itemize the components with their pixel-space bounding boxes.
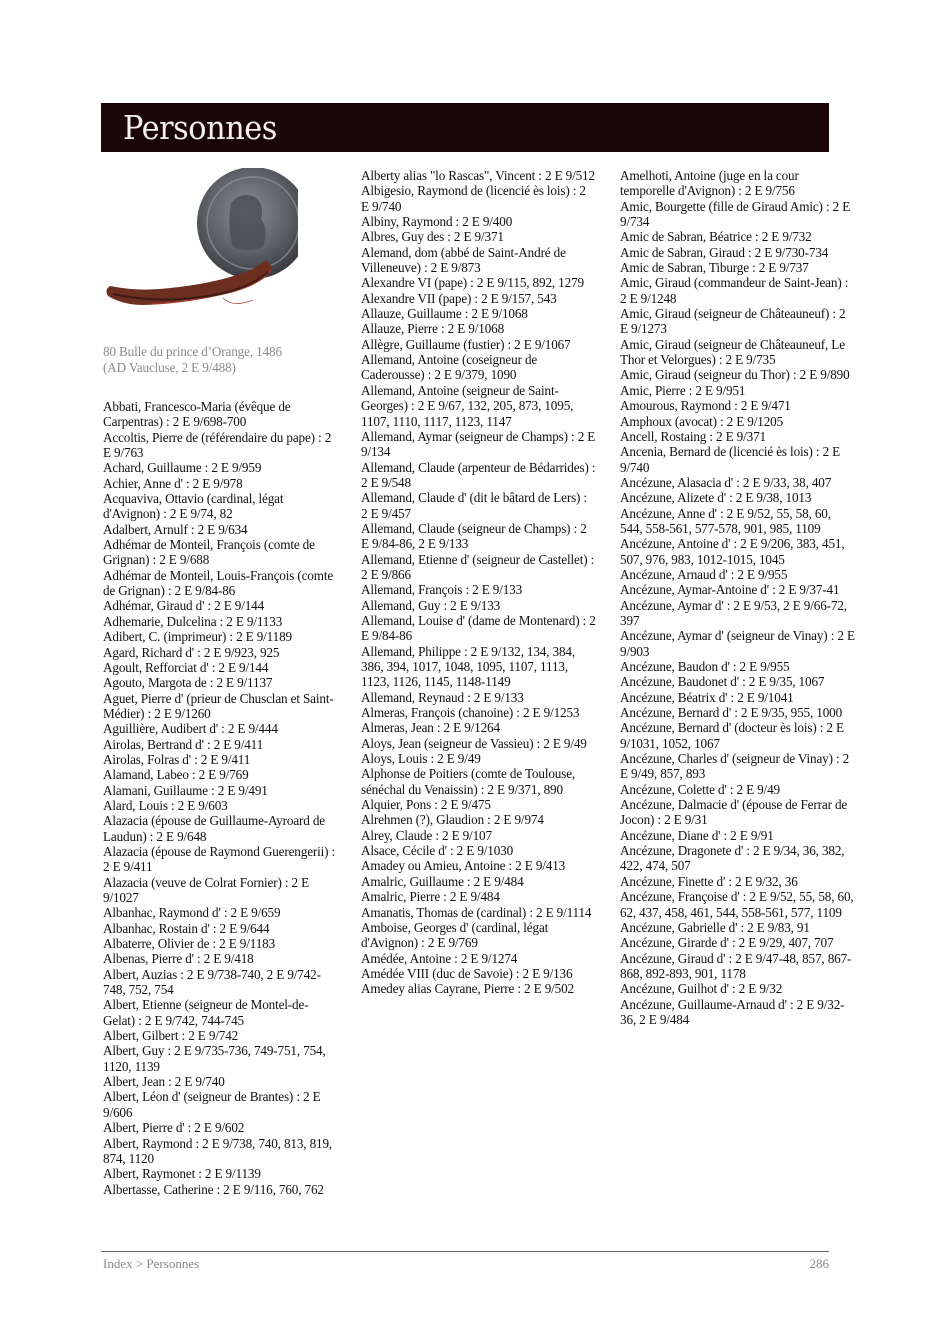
index-entry: Ancézune, Alasacia d' : 2 E 9/33, 38, 407	[620, 474, 832, 490]
index-entry: Ancézune, Aymar d' (seigneur de Vinay) : 2 E 9/903	[620, 628, 855, 659]
index-entry: Accoltis, Pierre de (référendaire du pape) : 2 E 9/763	[103, 429, 332, 461]
index-entry: Amic de Sabran, Tiburge : 2 E 9/737	[620, 260, 809, 276]
index-entry: Allemand, Philippe : 2 E 9/132, 134, 384, 386, 394, 1017, 1048, 1095, 1107, 1113, 1123, 1126, 1145, 1148-1149	[361, 643, 575, 690]
index-entry: Amedey alias Cayrane, Pierre : 2 E 9/502	[361, 981, 574, 997]
index-entry: Almeras, François (chanoine) : 2 E 9/1253	[361, 705, 580, 721]
index-entry: Alazacia (épouse de Guillaume-Ayroard de Laudun) : 2 E 9/648	[103, 813, 325, 844]
index-entry: Amalric, Pierre : 2 E 9/484	[361, 889, 500, 905]
index-entry: Ancézune, Béatrix d' : 2 E 9/1041	[620, 689, 794, 705]
index-entry: Adhémar, Giraud d' : 2 E 9/144	[103, 598, 265, 614]
index-entry: Albert, Pierre d' : 2 E 9/602	[103, 1120, 245, 1136]
index-entry: Alexandre VII (pape) : 2 E 9/157, 543	[361, 290, 557, 306]
index-entry: Agard, Richard d' : 2 E 9/923, 925	[103, 644, 280, 660]
index-entry: Albenas, Pierre d' : 2 E 9/418	[103, 951, 254, 967]
index-entry: Ancézune, Anne d' : 2 E 9/52, 55, 58, 60, 544, 558-561, 577-578, 901, 985, 1109	[620, 505, 831, 536]
index-column-2	[361, 168, 596, 997]
index-entry: Alamani, Guillaume : 2 E 9/491	[103, 782, 268, 798]
index-entry: Allemand, François : 2 E 9/133	[361, 582, 523, 598]
index-entry: Ancézune, Charles d' (seigneur de Vinay) : 2 E 9/49, 857, 893	[620, 751, 850, 782]
page-number: 286	[809, 1256, 829, 1271]
index-entry: Ancell, Rostaing : 2 E 9/371	[620, 428, 766, 444]
index-entry: Amic, Giraud (seigneur du Thor) : 2 E 9/890	[620, 367, 850, 383]
index-entry: Amanatis, Thomas de (cardinal) : 2 E 9/1114	[361, 904, 592, 920]
seal-icon	[103, 168, 298, 318]
entry-list	[361, 168, 596, 997]
index-entry: Allauze, Pierre : 2 E 9/1068	[361, 321, 505, 337]
index-entry: Ancézune, Baudon d' : 2 E 9/955	[620, 659, 790, 674]
index-entry: Ancenia, Bernard de (licencié ès lois) : 2 E 9/740	[620, 444, 841, 475]
index-entry: Amic de Sabran, Giraud : 2 E 9/730-734	[620, 244, 829, 260]
index-column-3	[620, 168, 855, 1027]
index-entry: Adhemarie, Dulcelina : 2 E 9/1133	[103, 613, 283, 629]
index-entry: Ancézune, Bernard d' : 2 E 9/35, 955, 1000	[620, 705, 843, 721]
index-entry: Agouto, Margota de : 2 E 9/1137	[103, 675, 273, 691]
index-entry: Ancézune, Dragonete d' : 2 E 9/34, 36, 382, 422, 474, 507	[620, 843, 845, 874]
index-entry: Adhémar de Monteil, Louis-François (comte de Grignan) : 2 E 9/84-86	[103, 567, 334, 599]
index-entry: Albert, Jean : 2 E 9/740	[103, 1074, 225, 1090]
index-entry: Allègre, Guillaume (fustier) : 2 E 9/1067	[361, 336, 571, 352]
section-title: Personnes	[123, 108, 277, 147]
index-entry: Albert, Gilbert : 2 E 9/742	[103, 1028, 239, 1044]
index-entry: Ancézune, Gabrielle d' : 2 E 9/83, 91	[620, 919, 810, 935]
index-entry: Alamand, Labeo : 2 E 9/769	[103, 767, 249, 783]
index-entry: Ancézune, Aymar d' : 2 E 9/53, 2 E 9/66-72, 397	[620, 597, 847, 628]
index-entry: Ancézune, Alizete d' : 2 E 9/38, 1013	[620, 490, 812, 506]
index-entry: Airolas, Folras d' : 2 E 9/411	[103, 751, 251, 767]
index-entry: Adalbert, Arnulf : 2 E 9/634	[103, 521, 248, 537]
index-entry: Allauze, Guillaume : 2 E 9/1068	[361, 306, 528, 322]
index-entry: Alrey, Claude : 2 E 9/107	[361, 827, 492, 843]
section-header	[101, 103, 829, 152]
index-entry: Ancézune, Girarde d' : 2 E 9/29, 407, 707	[620, 935, 834, 951]
index-entry: Amic, Pierre : 2 E 9/951	[620, 382, 746, 398]
index-entry: Ancézune, Antoine d' : 2 E 9/206, 383, 451, 507, 976, 983, 1012-1015, 1045	[620, 536, 845, 567]
index-entry: Achier, Anne d' : 2 E 9/978	[103, 475, 243, 491]
index-entry: Albert, Raymond : 2 E 9/738, 740, 813, 819, 874, 1120	[103, 1135, 333, 1166]
index-entry: Airolas, Bertrand d' : 2 E 9/411	[103, 736, 264, 752]
index-entry: Allemand, Aymar (seigneur de Champs) : 2 E 9/134	[361, 428, 596, 460]
index-entry: Allemand, Claude (seigneur de Champs) : 2 E 9/84-86, 2 E 9/133	[361, 520, 587, 552]
index-entry: Amic, Giraud (commandeur de Saint-Jean) : 2 E 9/1248	[620, 275, 849, 306]
index-entry: Ancézune, Bernard d' (docteur ès lois) : 2 E 9/1031, 1052, 1067	[620, 720, 844, 751]
index-entry: Ancézune, Colette d' : 2 E 9/49	[620, 781, 780, 797]
index-entry: Aloys, Jean (seigneur de Vassieu) : 2 E 9/49	[361, 735, 587, 751]
footer-divider	[101, 1251, 829, 1252]
index-entry: Alberty alias "lo Rascas", Vincent : 2 E 9/512	[361, 168, 595, 183]
index-entry: Allemand, Etienne d' (seigneur de Castellet) : 2 E 9/866	[361, 551, 595, 582]
index-entry: Amourous, Raymond : 2 E 9/471	[620, 398, 791, 414]
index-entry: Alard, Louis : 2 E 9/603	[103, 797, 228, 813]
index-entry: Amalric, Guillaume : 2 E 9/484	[361, 873, 524, 889]
index-entry: Adhémar de Monteil, François (comte de Grignan) : 2 E 9/688	[103, 537, 315, 568]
index-entry: Ancézune, Baudonet d' : 2 E 9/35, 1067	[620, 674, 825, 690]
caption-line-2: (AD Vaucluse, 2 E 9/488)	[103, 359, 236, 375]
index-entry: Aloys, Louis : 2 E 9/49	[361, 751, 481, 767]
seal-image	[103, 168, 298, 318]
index-entry: Albert, Raymonet : 2 E 9/1139	[103, 1166, 261, 1182]
index-entry: Amic, Giraud (seigneur de Châteauneuf, Le Thor et Velorgues) : 2 E 9/735	[620, 336, 845, 368]
index-entry: Adibert, C. (imprimeur) : 2 E 9/1189	[103, 629, 292, 645]
index-entry: Albanhac, Raymond d' : 2 E 9/659	[103, 905, 281, 921]
index-entry: Alexandre VI (pape) : 2 E 9/115, 892, 1279	[361, 275, 584, 291]
index-entry: Aguillière, Audibert d' : 2 E 9/444	[103, 721, 278, 737]
index-entry: Albert, Guy : 2 E 9/735-736, 749-751, 754, 1120, 1139	[103, 1043, 326, 1074]
index-entry: Amadey ou Amieu, Antoine : 2 E 9/413	[361, 858, 566, 874]
index-entry: Alquier, Pons : 2 E 9/475	[361, 797, 491, 813]
index-entry: Albertasse, Catherine : 2 E 9/116, 760, 762	[103, 1181, 324, 1197]
index-entry: Amic de Sabran, Béatrice : 2 E 9/732	[620, 229, 812, 245]
index-entry: Almeras, Jean : 2 E 9/1264	[361, 720, 500, 736]
entry-list	[103, 399, 338, 1197]
index-entry: Albert, Etienne (seigneur de Montel-de-Gelat) : 2 E 9/742, 744-745	[103, 997, 309, 1028]
index-entry: Alrehmen (?), Glaudion : 2 E 9/974	[361, 812, 544, 828]
index-entry: Ancézune, Guillaume-Arnaud d' : 2 E 9/32-36, 2 E 9/484	[620, 996, 845, 1027]
index-entry: Allemand, Claude (arpenteur de Bédarrides) : 2 E 9/548	[361, 459, 596, 490]
index-entry: Achard, Guillaume : 2 E 9/959	[103, 460, 262, 476]
index-entry: Amédée, Antoine : 2 E 9/1274	[361, 950, 518, 966]
index-entry: Amboise, Georges d' (cardinal, légat d'Avignon) : 2 E 9/769	[361, 919, 549, 951]
index-entry: Abbati, Francesco-Maria (évêque de Carpentras) : 2 E 9/698-700	[103, 399, 291, 430]
index-entry: Ancézune, Dalmacie d' (épouse de Ferrar de Jocon) : 2 E 9/31	[620, 797, 848, 828]
index-entry: Ancézune, Diane d' : 2 E 9/91	[620, 827, 774, 843]
index-entry: Amic, Bourgette (fille de Giraud Amic) : 2 E 9/734	[620, 198, 851, 230]
footer-breadcrumb: Index > Personnes	[103, 1256, 200, 1271]
index-entry: Amphoux (avocat) : 2 E 9/1205	[620, 413, 784, 429]
index-entry: Allemand, Antoine (seigneur de Saint-Georges) : 2 E 9/67, 132, 205, 873, 1095, 1107, 1110, 1117, 1123, 1147	[361, 382, 574, 429]
index-entry: Alazacia (épouse de Raymond Guerengerii) : 2 E 9/411	[103, 843, 336, 875]
index-entry: Albanhac, Rostain d' : 2 E 9/644	[103, 920, 270, 936]
index-entry: Amelhoti, Antoine (juge en la cour temporelle d'Avignon) : 2 E 9/756	[620, 168, 799, 199]
index-entry: Acquaviva, Ottavio (cardinal, légat d'Avignon) : 2 E 9/74, 82	[103, 491, 284, 522]
index-entry: Albert, Léon d' (seigneur de Brantes) : 2 E 9/606	[103, 1089, 321, 1120]
index-entry: Amic, Giraud (seigneur de Châteauneuf) : 2 E 9/1273	[620, 306, 846, 337]
entry-list	[620, 168, 855, 1027]
index-entry: Ancézune, Finette d' : 2 E 9/32, 36	[620, 873, 798, 889]
index-entry: Albres, Guy des : 2 E 9/371	[361, 229, 504, 245]
index-entry: Allemand, Guy : 2 E 9/133	[361, 597, 501, 613]
index-entry: Albert, Auzias : 2 E 9/738-740, 2 E 9/742-748, 752, 754	[103, 966, 321, 998]
index-entry: Allemand, Louise d' (dame de Montenard) : 2 E 9/84-86	[361, 612, 596, 644]
index-entry: Ancézune, Guilhot d' : 2 E 9/32	[620, 981, 783, 997]
index-column-1	[103, 168, 338, 1197]
index-entry: Alazacia (veuve de Colrat Fornier) : 2 E 9/1027	[103, 874, 310, 905]
index-entry: Alemand, dom (abbé de Saint-André de Villeneuve) : 2 E 9/873	[361, 244, 566, 276]
index-entry: Alphonse de Poitiers (comte de Toulouse, sénéchal du Venaissin) : 2 E 9/371, 890	[361, 766, 576, 797]
index-entry: Allemand, Claude d' (dit le bâtard de Lers) : 2 E 9/457	[361, 490, 587, 521]
index-entry: Ancézune, Aymar-Antoine d' : 2 E 9/37-41	[620, 582, 840, 598]
index-entry: Allemand, Antoine (coseigneur de Caderousse) : 2 E 9/379, 1090	[361, 352, 538, 383]
index-entry: Ancézune, Arnaud d' : 2 E 9/955	[620, 566, 788, 582]
index-entry: Ancézune, Giraud d' : 2 E 9/47-48, 857, 867-868, 892-893, 901, 1178	[620, 950, 852, 981]
index-entry: Albigesio, Raymond de (licencié ès lois) : 2 E 9/740	[361, 183, 586, 214]
index-entry: Ancézune, Françoise d' : 2 E 9/52, 55, 58, 60, 62, 437, 458, 461, 544, 558-561, 577, 1109	[620, 889, 854, 920]
index-entry: Aguet, Pierre d' (prieur de Chusclan et Saint-Médier) : 2 E 9/1260	[103, 690, 334, 721]
index-entry: Alsace, Cécile d' : 2 E 9/1030	[361, 843, 514, 859]
index-entry: Agoult, Refforciat d' : 2 E 9/144	[103, 659, 269, 675]
figure-caption	[103, 344, 338, 375]
index-entry: Amédée VIII (duc de Savoie) : 2 E 9/136	[361, 965, 573, 981]
index-entry: Allemand, Reynaud : 2 E 9/133	[361, 689, 524, 705]
index-entry: Albiny, Raymond : 2 E 9/400	[361, 214, 513, 230]
index-entry: Albaterre, Olivier de : 2 E 9/1183	[103, 936, 276, 952]
caption-line-1: 80 Bulle du prince d’Orange, 1486	[103, 344, 282, 359]
